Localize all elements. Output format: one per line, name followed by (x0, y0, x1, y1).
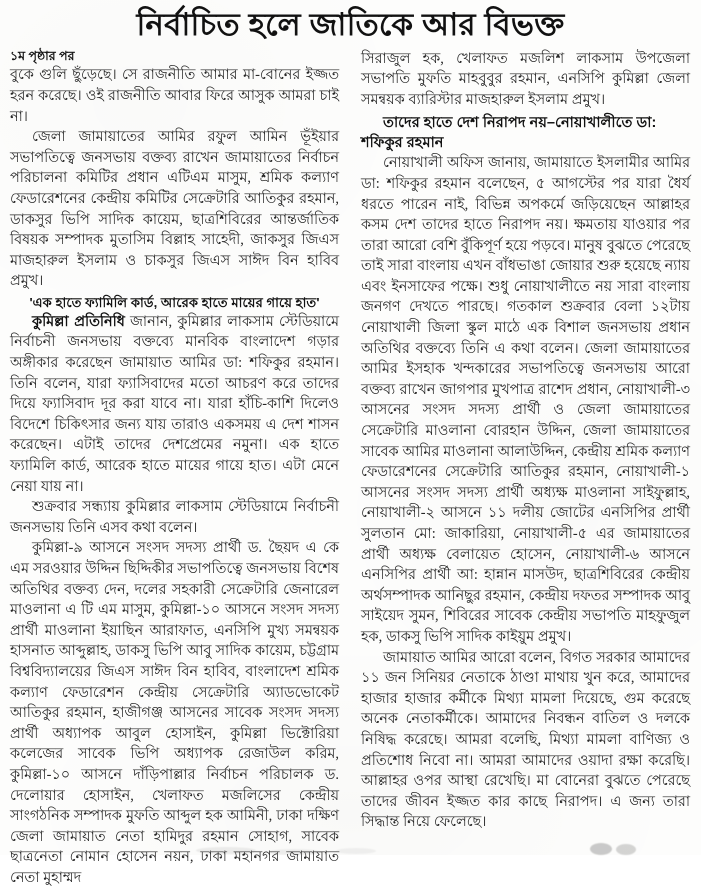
paragraph (10, 312, 339, 497)
paragraph: সিরাজুল হক, খেলাফত মজলিশ লাকসাম উপজেলা সভাপতি মুফতি মাহবুবুর রহমান, এনসিপি কুমিল্লা জেলা সমন্বয়ক ব্যারিস্টার মাজহারুল ইসলাম প্রমুখ। (361, 50, 690, 108)
paragraph: নোয়াখালী অফিস জানায়, জামায়াতে ইসলামীর আমির ডা: শফিকুর রহমান বলেছেন, ৫ আগস্টের পর যারা ধৈর্য ধরতে পারেন নাই, বিভিন্ন অপকর্মে জড়িয়েছেন আল্লাহর কসম দেশ তাদের হাতে নিরাপদ নয়। ক্ষমতায় যাওয়ার পর তারা আরো বেশি বুঁকিপূর্ণ হয়ে পড়বে। মানুষ বুঝতে পেরেছে তাই সারা বাংলায় এখন বাঁধভাঙা জোয়ার শুরু হয়েছে ন্যায় এবং ইনসাফের পক্ষে। শুধু নোয়াখালীতে নয় সারা বাংলায় জনগণ দেখতে পারছে। গতকাল শুক্রবার বেলা ১২টায় নোয়াখালী জিলা স্কুল মাঠে এক বিশাল জনসভায় প্রধান অতিথির বক্তব্যে তিনি এ কথা বলেন। জেলা জামায়াতের আমির ইসহাক খন্দকারের সভাপতিত্বে জনসভায় আরো বক্তব্য রাখেন জাগপার মুখপাত্র রাশেদ প্রধান, নোয়াখালী-৩ আসনের সংসদ সদস্য প্রার্থী ও জেলা জামায়াতের সেক্রেটারি মাওলানা বোরহান উদ্দিন, জেলা জামায়াতের সাবেক আমির মাওলানা আলাউদ্দিন, কেন্দ্রীয় শ্রমিক কল্যাণ ফেডারেশনের সেক্রেটারি আতিকুর রহমান, নোয়াখালী-১ আসনের সংসদ সদস্য প্রার্থী অধ্যক্ষ মাওলানা সাইফুল্লাহ, নোয়াখালী-২ আসনে ১১ দলীয় জোটের এনসিপির প্রার্থী সুলতান মো: জাকারিয়া, নোয়াখালী-৫ এর জামায়াতের প্রার্থী অধ্যক্ষ বেলায়েত হোসেন, নোয়াখালী-৬ আসনে এনসিপির প্রার্থী আ: হান্নান মাসউদ, ছাত্রশিবিরের কেন্দ্রীয় অর্থসম্পাদক আনিছুর রহমান, কেন্দ্রীয় দফতর সম্পাদক আবু সাইয়েদ সুমন, শিবিরের সাবেক কেন্দ্রীয় সভাপতি মাহফুজুল হক, ডাকসু ভিপি সাদিক কাইয়ুম প্রমুখ। (361, 155, 690, 645)
paragraph-body: জানান, কুমিল্লার লাকসাম স্টেডিয়ামে নির্বাচনী জনসভায় বক্তব্যে মানবিক বাংলাদেশ গড়ার অঙ্গীকার করেছেন জামায়াত আমির ডা: শফিকুর রহমান। তিনি বলেন, যারা ফ্যাসিবাদের মতো আচরণ করে তাদের দিয়ে ফ্যাসিবাদ দূর করা যাবে না। যারা হাঁচি-কাশি দিলেও বিদেশে চিকিৎসার জন্য যায় তারাও একসময় এ দেশ শাসন করেছেন। এটাই তাদের দেশপ্রেমের নমুনা। এক হাতে ফ্যামিলি কার্ড, আরেক হাতে মায়ের গায়ে হাত। এটা মেনে নেয়া যায় না। (10, 313, 340, 495)
paragraph: জেলা জামায়াতের আমির রফুল আমিন ভূঁইয়ার সভাপতিত্বে জনসভায় বক্তব্য রাখেন জামায়াতের নির্বাচন পরিচালনা কমিটির প্রধান এটিএম মাসুম, শ্রমিক কল্যাণ ফেডারেশনের কেন্দ্রীয় কমিটির সেক্রেটারি আতিকুর রহমান, ডাকসুর ভিপি সাদিক কায়েম, ছাত্রশিবিরের আন্তর্জাতিক বিষয়ক সম্পাদক মুতাসিম বিল্লাহ সাহেদী, জাকসুর জিএস মাজহারুল ইসলাম ও চাকসুর জিএস সাঈদ বিন হাবিব প্রমুখ। (10, 129, 339, 290)
article-columns (8, 49, 693, 889)
left-column (10, 49, 339, 889)
paragraph: জামায়াত আমির আরো বলেন, বিগত সরকার আমাদের ১১ জন সিনিয়র নেতাকে ঠাণ্ডা মাথায় খুন করে, আমাদের হাজার হাজার কর্মীকে মিথ্যা মামলা দিয়েছে, গুম করেছে অনেক নেতাকর্মীকে। আমাদের নিবন্ধন বাতিল ও দলকে নিষিদ্ধ করেছে। আমরা বলেছি, মিথ্যা মামলা বাণিজ্য ও প্রতিশোধ নিবো না। আমরা আমাদের ওয়াদা রক্ষা করেছি। আল্লাহর ওপর আস্থা রেখেছি। মা বোনেরা বুঝতে পেরেছে তাদের জীবন ইজ্জত কার কাছে নিরাপদ। এ জন্য তারা সিদ্ধান্ত নিয়ে ফেলেছে। (361, 649, 690, 831)
paragraph: কুমিল্লা-৯ আসনে সংসদ সদস্য প্রার্থী ড. ছৈয়দ এ কে এম সরওয়ার উদ্দিন ছিদ্দিকীর সভাপতিত্বে জনসভায় বিশেষ অতিথির বক্তব্য দেন, দলের সহকারী সেক্রেটারি জেনারেল মাওলানা এ টি এম মাসুম, কুমিল্লা-১০ আসনে সংসদ সদস্য প্রার্থী মাওলানা ইয়াছিন আরাফাত, এনসিপি মুখ্য সমন্বয়ক হাসনাত আব্দুল্লাহ, ডাকসু ভিপি আবু সাদিক কায়েম, চট্টগ্রাম বিশ্ববিদ্যালয়ের জিএস সাঈদ বিন হাবিব, বাংলাদেশ শ্রমিক কল্যাণ ফেডারেশন কেন্দ্রীয় সেক্রেটারি অ্যাডভোকেট আতিকুর রহমান, হাজীগঞ্জ আসনের সাবেক সংসদ সদস্য প্রার্থী অধ্যাপক আবুল হোসাইন, কুমিল্লা ভিক্টোরিয়া কলেজের সাবেক ভিপি অধ্যাপক রেজাউল করিম, কুমিল্লা-১০ আসনে দাঁড়িপাল্লার নির্বাচন পরিচালক ড. দেলোয়ার হোসাইন, খেলাফত মজলিসের কেন্দ্রীয় সাংগঠনিক সম্পাদক মুফতি আব্দুল হক আমিনী, ঢাকা দক্ষিণ জেলা জামায়াত নেতা হামিদুর রহমান সোহাগ, সাবেক ছাত্রনেতা নোমান হোসেন নয়ন, ঢাকা মহানগর জামায়াত নেতা মুহাম্মদ (10, 540, 339, 886)
subheading-quote: 'এক হাতে ফ্যামিলি কার্ড, আরেক হাতে মায়ের গায়ে হাত' (29, 294, 320, 310)
paragraph: বুকে গুলি ছুঁড়েছে। সে রাজনীতি আমার মা-বোনের ইজ্জত হরন করেছে। ওই রাজনীতি আবার ফিরে আসুক আমরা চাই না। (10, 67, 339, 125)
continuation-label: ১ম পৃষ্ঠার পর (10, 48, 75, 63)
subheading-block: তাদের হাতে দেশ নিরাপদ নয়–নোয়াখালীতে ডা: শফিকুর রহমান (361, 114, 657, 151)
right-column (361, 49, 690, 833)
article-headline: নির্বাচিত হলে জাতিকে আর বিভক্ত (136, 7, 565, 42)
paragraph: শুক্রবার সন্ধ্যায় কুমিল্লার লাকসাম স্টেডিয়ামে নির্বাচনী জনসভায় তিনি এসব কথা বলেন। (10, 499, 339, 536)
paragraph-leadin: কুমিল্লা প্রতিনিধি (32, 313, 125, 330)
